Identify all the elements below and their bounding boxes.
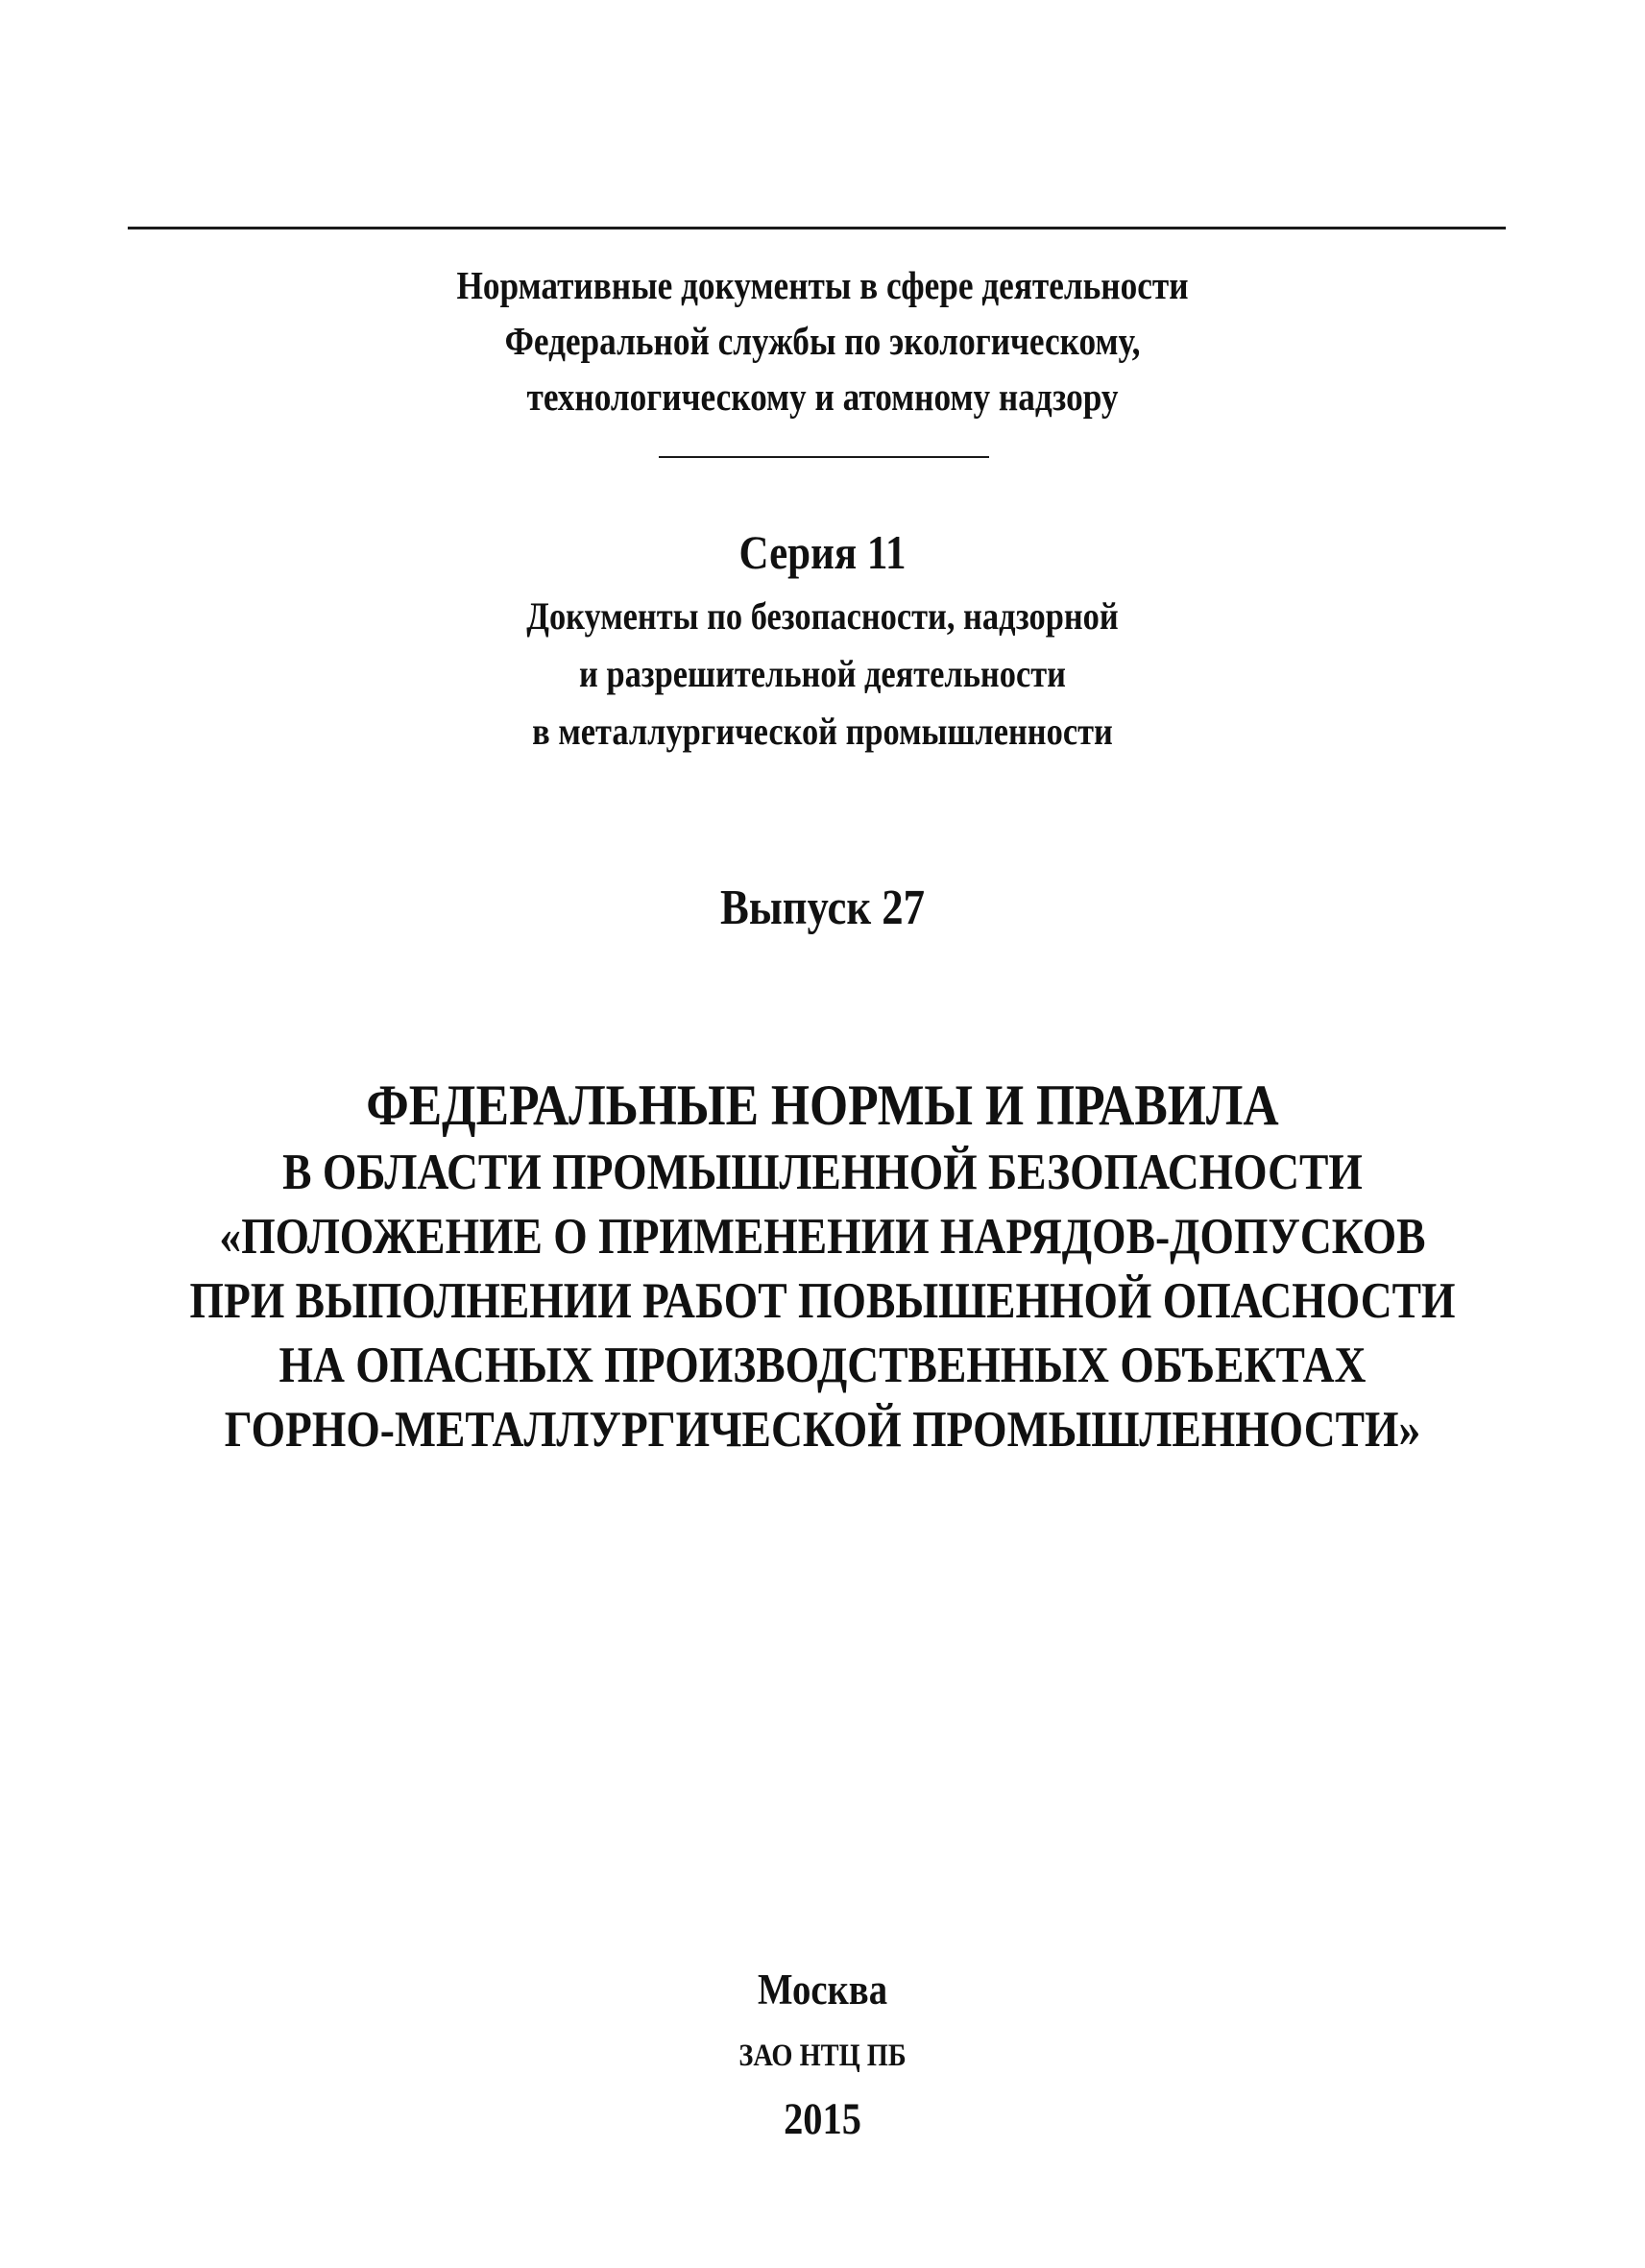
series-header-line: технологическому и атомному надзору [526, 374, 1119, 419]
document-subtitle-line: НА ОПАСНЫХ ПРОИЗВОДСТВЕННЫХ ОБЪЕКТАХ [278, 1338, 1367, 1393]
series-description-line: и разрешительной деятельности [579, 652, 1066, 695]
series-header [115, 257, 1530, 424]
top-divider [128, 227, 1506, 229]
series-description [115, 588, 1530, 760]
document-subtitle [115, 1141, 1530, 1462]
series-header-line: Федеральной службы по экологическому, [504, 319, 1141, 363]
document-subtitle-line: ПРИ ВЫПОЛНЕНИИ РАБОТ ПОВЫШЕННОЙ ОПАСНОСТИ [189, 1273, 1456, 1329]
section-divider [659, 456, 989, 458]
imprint-year: 2015 [784, 2094, 861, 2144]
imprint-publisher: ЗАО НТЦ ПБ [738, 2039, 907, 2073]
document-title: ФЕДЕРАЛЬНЫЕ НОРМЫ И ПРАВИЛА [366, 1074, 1279, 1137]
imprint-city: Москва [757, 1966, 888, 2014]
document-subtitle-line: «ПОЛОЖЕНИЕ О ПРИМЕНЕНИИ НАРЯДОВ-ДОПУСКОВ [219, 1209, 1426, 1265]
document-subtitle-line: В ОБЛАСТИ ПРОМЫШЛЕННОЙ БЕЗОПАСНОСТИ [282, 1145, 1363, 1200]
series-description-line: Документы по безопасности, надзорной [526, 594, 1119, 638]
series-title: Серия 11 [738, 525, 907, 579]
series-description-line: в металлургической промышленности [532, 710, 1113, 753]
issue-number: Выпуск 27 [719, 881, 926, 935]
document-subtitle-line: ГОРНО-МЕТАЛЛУРГИЧЕСКОЙ ПРОМЫШЛЕННОСТИ» [224, 1402, 1421, 1458]
series-header-line: Нормативные документы в сфере деятельности [456, 263, 1189, 307]
